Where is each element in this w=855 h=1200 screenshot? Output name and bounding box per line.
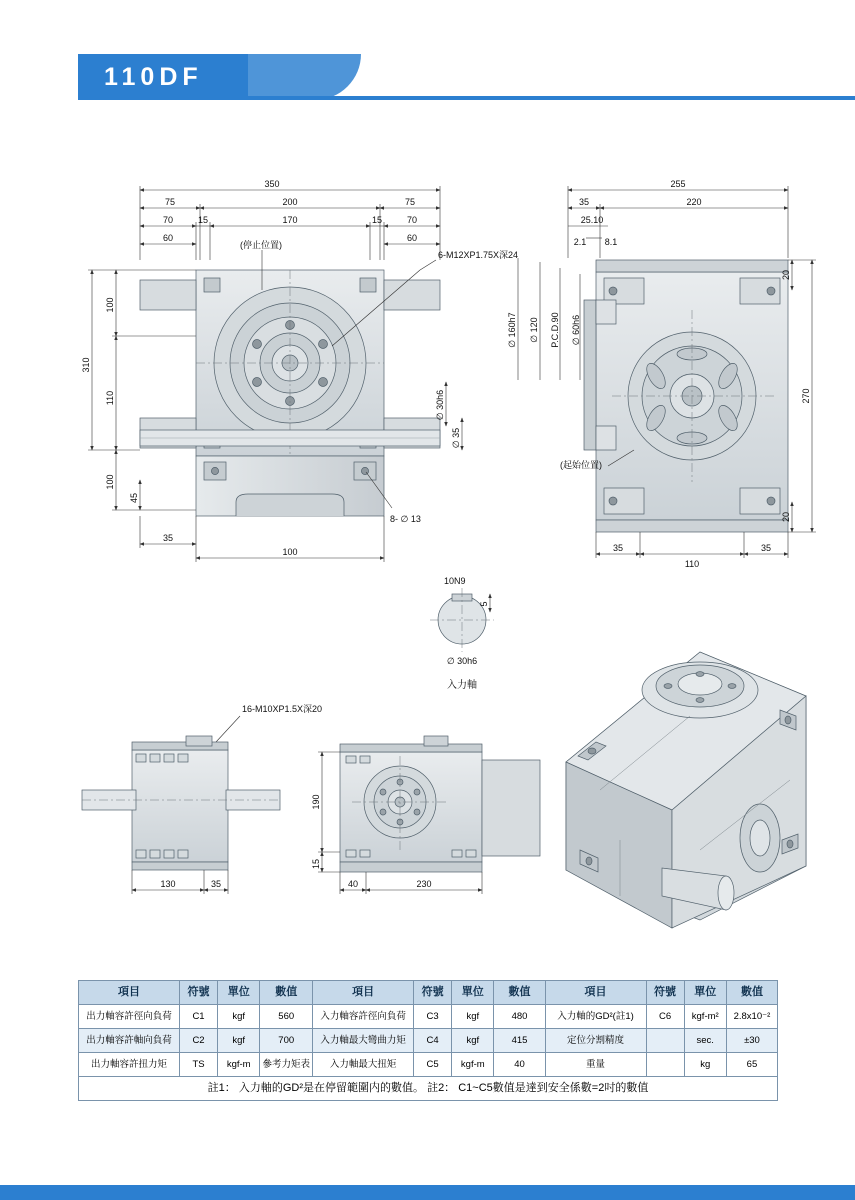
svg-text:8.1: 8.1: [604, 237, 618, 247]
svg-text:200: 200: [282, 197, 298, 207]
cell: kgf: [452, 1029, 494, 1053]
svg-text:40: 40: [347, 879, 359, 889]
col-symbol-1: 符號: [180, 981, 218, 1005]
cell: C2: [180, 1029, 218, 1053]
col-unit-3: 單位: [684, 981, 726, 1005]
svg-text:P.C.D.90: P.C.D.90: [550, 312, 560, 348]
cell: kgf: [218, 1005, 260, 1029]
svg-text:60: 60: [162, 233, 174, 243]
svg-text:6-M12XP1.75X深24: 6-M12XP1.75X深24: [438, 250, 519, 260]
table-row: [79, 1053, 778, 1077]
col-value-1: 數值: [260, 981, 313, 1005]
svg-text:100: 100: [105, 297, 115, 313]
svg-text:190: 190: [311, 794, 321, 810]
cell: C4: [414, 1029, 452, 1053]
banner-swoosh: [246, 54, 361, 100]
table-header-row: [79, 981, 778, 1005]
svg-text:170: 170: [282, 215, 298, 225]
cell: kgf-m²: [684, 1005, 726, 1029]
cell: sec.: [684, 1029, 726, 1053]
cell: 出力軸容許徑向負荷: [79, 1005, 180, 1029]
svg-text:20: 20: [781, 511, 791, 523]
svg-text:350: 350: [264, 179, 280, 189]
svg-text:(起始位置): (起始位置): [560, 460, 602, 470]
page-title: 110DF: [104, 63, 203, 91]
banner-underline: [246, 96, 855, 100]
svg-text:70: 70: [406, 215, 418, 225]
table-row: [79, 1029, 778, 1053]
col-symbol-2: 符號: [414, 981, 452, 1005]
cell: C6: [646, 1005, 684, 1029]
svg-text:5: 5: [479, 601, 489, 607]
svg-text:75: 75: [164, 197, 176, 207]
svg-text:100: 100: [105, 474, 115, 490]
cell: 出力軸容許扭力矩: [79, 1053, 180, 1077]
cell: C5: [414, 1053, 452, 1077]
table-note-row: [79, 1077, 778, 1101]
svg-text:2.1: 2.1: [573, 237, 587, 247]
cell: C1: [180, 1005, 218, 1029]
svg-text:∅ 160h7: ∅ 160h7: [507, 312, 517, 348]
cell: 入力軸最大彎曲力矩: [313, 1029, 414, 1053]
svg-text:15: 15: [311, 858, 321, 870]
cell: kgf: [218, 1029, 260, 1053]
cell: 480: [494, 1005, 545, 1029]
svg-text:75: 75: [404, 197, 416, 207]
cell: 560: [260, 1005, 313, 1029]
svg-text:130: 130: [160, 879, 176, 889]
cell: 定位分割精度: [545, 1029, 646, 1053]
col-value-2: 數值: [494, 981, 545, 1005]
svg-text:20: 20: [781, 269, 791, 281]
svg-text:230: 230: [416, 879, 432, 889]
col-symbol-3: 符號: [646, 981, 684, 1005]
cell: 重量: [545, 1053, 646, 1077]
svg-text:60: 60: [406, 233, 418, 243]
cell: kgf: [452, 1005, 494, 1029]
svg-text:∅ 30h6: ∅ 30h6: [435, 389, 445, 421]
col-unit-1: 單位: [218, 981, 260, 1005]
svg-text:35: 35: [210, 879, 222, 889]
svg-text:35: 35: [612, 543, 624, 553]
cell: 入力軸最大扭矩: [313, 1053, 414, 1077]
svg-text:∅ 35: ∅ 35: [451, 427, 461, 449]
svg-text:100: 100: [282, 547, 298, 557]
svg-text:(停止位置): (停止位置): [240, 240, 282, 250]
svg-text:15: 15: [197, 215, 209, 225]
cell: 入力軸容許徑向負荷: [313, 1005, 414, 1029]
cell: TS: [180, 1053, 218, 1077]
table-note: 註1： 入力軸的GD²是在停留範圍内的數值。 註2： C1~C5數值是達到安全係數=2吋的數值: [79, 1077, 778, 1101]
cell: 65: [726, 1053, 777, 1077]
svg-text:310: 310: [81, 357, 91, 373]
cell: kgf-m: [452, 1053, 494, 1077]
svg-text:110: 110: [684, 559, 700, 569]
svg-text:25.10: 25.10: [580, 215, 604, 225]
cell: 700: [260, 1029, 313, 1053]
svg-text:270: 270: [801, 388, 811, 404]
header-banner: [78, 54, 778, 108]
svg-text:220: 220: [686, 197, 702, 207]
svg-text:45: 45: [129, 492, 139, 504]
cell: kgf-m: [218, 1053, 260, 1077]
cell: 參考力矩表: [260, 1053, 313, 1077]
svg-text:35: 35: [162, 533, 174, 543]
specification-table: [78, 980, 778, 1101]
col-item-1: 項目: [79, 981, 180, 1005]
cell: [646, 1029, 684, 1053]
svg-text:70: 70: [162, 215, 174, 225]
cell: 40: [494, 1053, 545, 1077]
cell: ±30: [726, 1029, 777, 1053]
col-item-3: 項目: [545, 981, 646, 1005]
svg-text:入力軸: 入力軸: [447, 680, 477, 691]
svg-text:∅ 60h6: ∅ 60h6: [571, 314, 581, 346]
col-item-2: 項目: [313, 981, 414, 1005]
svg-text:110: 110: [105, 390, 115, 406]
col-value-3: 數值: [726, 981, 777, 1005]
svg-text:35: 35: [760, 543, 772, 553]
cell: 入力軸的GD²(註1): [545, 1005, 646, 1029]
cell: 出力軸容許軸向負荷: [79, 1029, 180, 1053]
svg-text:255: 255: [670, 179, 686, 189]
col-unit-2: 單位: [452, 981, 494, 1005]
svg-text:∅ 120: ∅ 120: [529, 317, 539, 343]
technical-drawing: [0, 150, 855, 940]
svg-text:15: 15: [371, 215, 383, 225]
footer-strip: [0, 1185, 855, 1200]
cell: C3: [414, 1005, 452, 1029]
svg-text:∅ 30h6: ∅ 30h6: [446, 656, 478, 666]
cell: kg: [684, 1053, 726, 1077]
table-row: [79, 1005, 778, 1029]
cell: 2.8x10⁻²: [726, 1005, 777, 1029]
banner-bar: [78, 54, 248, 100]
cell: 415: [494, 1029, 545, 1053]
svg-text:16-M10XP1.5X深20: 16-M10XP1.5X深20: [242, 704, 323, 714]
svg-text:35: 35: [578, 197, 590, 207]
svg-text:8- ∅ 13: 8- ∅ 13: [390, 514, 421, 524]
cell: [646, 1053, 684, 1077]
svg-text:10N9: 10N9: [444, 576, 466, 586]
